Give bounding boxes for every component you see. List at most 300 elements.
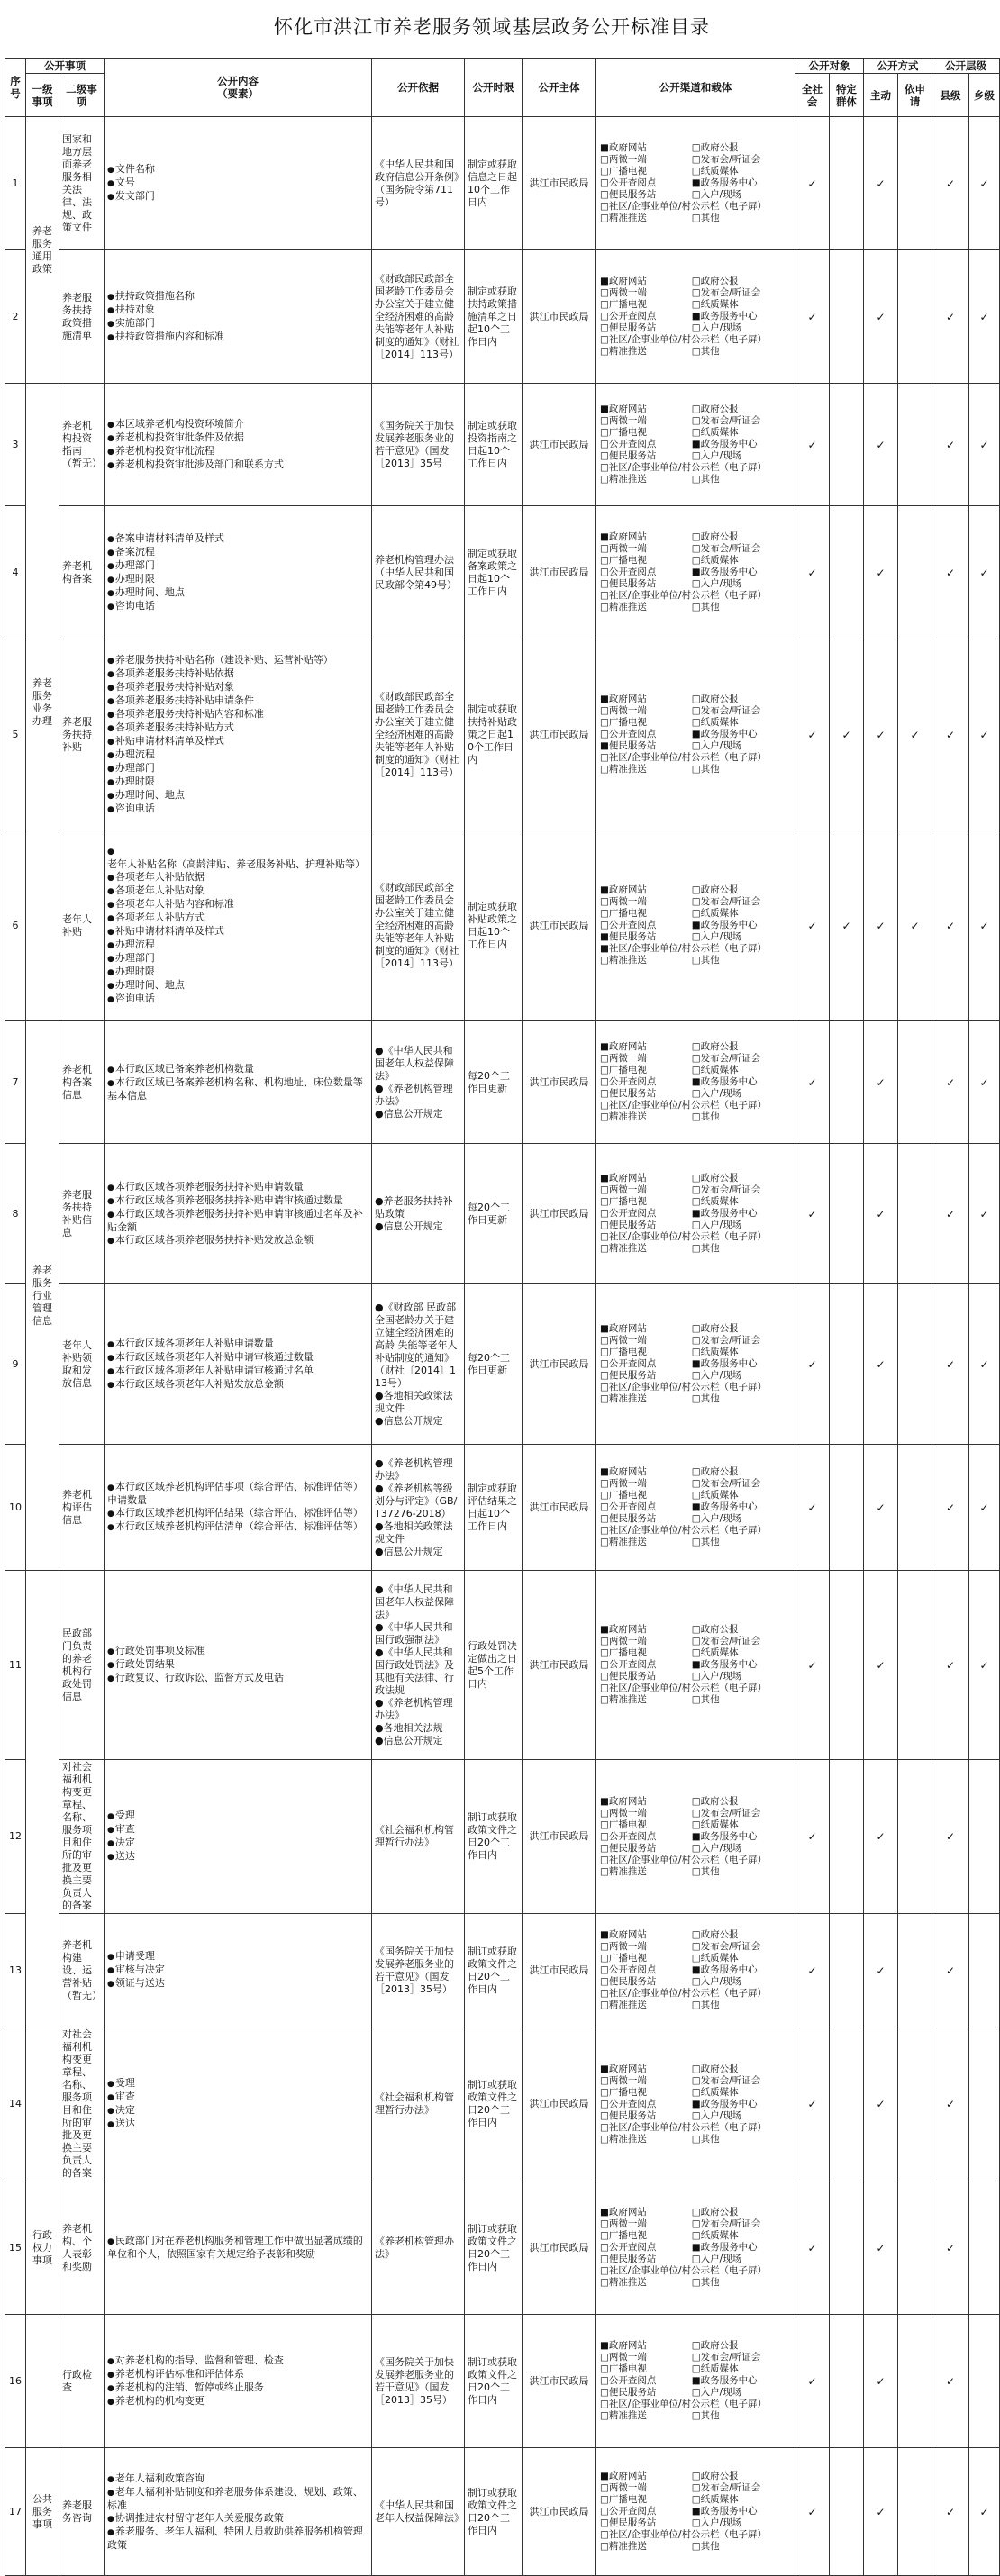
channel-label: 精准推送 xyxy=(608,2277,647,2288)
checkbox-checked: ■ xyxy=(691,1208,701,1219)
channel-label: 便民服务站 xyxy=(608,1842,657,1854)
channel-label: 公开查阅点 xyxy=(608,2242,657,2253)
checkbox-empty: □ xyxy=(691,602,701,612)
checkbox-empty: □ xyxy=(600,1976,609,1987)
checkbox-checked: ■ xyxy=(691,2098,701,2109)
target-all-check: ✓ xyxy=(795,384,830,506)
level1-item: 行政权力事项 xyxy=(26,2181,59,2315)
channel-grid xyxy=(600,2207,791,2289)
checkbox-empty: □ xyxy=(691,2218,701,2229)
content-item: ● 本行政区域养老机构评估清单（综合评估、标准评估等） xyxy=(107,1520,368,1534)
checkbox-empty: □ xyxy=(691,2133,701,2145)
content-item: ● 本行政区域各项老年人补贴申请数量 xyxy=(107,1338,368,1351)
time-limit: 制订或获取政策文件之日20个工作日内 xyxy=(465,1760,523,1914)
content-cell xyxy=(105,2315,372,2448)
channel-label: 政府网站 xyxy=(608,404,647,414)
channel-option xyxy=(600,2471,692,2482)
channel-option xyxy=(600,1659,692,1671)
channel-label: 广播电视 xyxy=(608,2086,647,2098)
channel-label: 公开查阅点 xyxy=(608,567,657,577)
catalog-table xyxy=(5,58,1000,2576)
checkbox-empty: □ xyxy=(600,1220,609,1230)
channel-label: 社区/企事业单位/村公示栏（电子屏） xyxy=(608,590,767,601)
row-number: 7 xyxy=(5,1021,26,1144)
channel-label: 政府网站 xyxy=(608,276,647,286)
channel-option xyxy=(692,427,791,439)
content-item: ● 养老机构的机构变更 xyxy=(107,2395,368,2408)
channel-option xyxy=(600,2340,692,2352)
channel-label: 便民服务站 xyxy=(608,2387,657,2398)
channel-label: 入户/现场 xyxy=(700,1513,742,1524)
method-active-check: ✓ xyxy=(864,1144,898,1284)
level-county-check: ✓ xyxy=(932,384,969,506)
level-county-check: ✓ xyxy=(932,1021,969,1144)
checkbox-empty: □ xyxy=(600,154,609,165)
subject: 洪江市民政局 xyxy=(523,2181,596,2315)
channel-label: 广播电视 xyxy=(608,908,647,919)
content-item: ● 民政部门对在养老机构服务和管理工作中做出显著成绩的单位和个人，依照国家有关规定给予表彰和奖励 xyxy=(107,2235,368,2261)
channel-label: 政府公报 xyxy=(700,1624,739,1635)
channel-grid xyxy=(600,2340,791,2422)
channel-label: 精准推送 xyxy=(608,1393,647,1404)
channel-option xyxy=(692,2517,791,2529)
content-cell xyxy=(105,2448,372,2576)
checkbox-empty: □ xyxy=(600,2494,609,2505)
content-item: ● 扶持对象 xyxy=(107,304,368,317)
checkbox-empty: □ xyxy=(691,1636,701,1646)
checkbox-empty: □ xyxy=(691,1393,701,1404)
channel-label: 广播电视 xyxy=(608,427,647,438)
checkbox-empty: □ xyxy=(691,1243,701,1254)
content-list xyxy=(107,163,368,204)
checkbox-empty: □ xyxy=(691,474,701,485)
subject: 洪江市民政局 xyxy=(523,1144,596,1284)
channel-option xyxy=(600,1490,692,1501)
checkbox-checked: ■ xyxy=(600,531,609,542)
content-list xyxy=(107,2472,368,2552)
channel-option xyxy=(600,2352,692,2363)
checkbox-empty: □ xyxy=(691,322,701,333)
content-item: ● 各项养老服务扶持补贴内容和标准 xyxy=(107,708,368,721)
channel-label: 两微一端 xyxy=(608,1184,647,1195)
checkbox-checked: ■ xyxy=(691,311,701,322)
checkbox-empty: □ xyxy=(600,1393,609,1404)
channel-label: 入户/现场 xyxy=(700,1370,742,1381)
checkbox-empty: □ xyxy=(600,201,609,212)
channel-label: 政务服务中心 xyxy=(700,177,758,188)
subject: 洪江市民政局 xyxy=(523,117,596,250)
level-county-check: ✓ xyxy=(932,117,969,250)
checkbox-empty: □ xyxy=(691,2517,701,2528)
channel-option xyxy=(692,166,791,177)
channel-option xyxy=(692,555,791,567)
checkbox-empty: □ xyxy=(600,1525,609,1536)
method-apply-check xyxy=(898,2181,932,2315)
channel-label: 其他 xyxy=(700,213,720,223)
table-row xyxy=(5,1914,1000,2027)
header-target: 公开对象 xyxy=(795,59,864,74)
checkbox-empty: □ xyxy=(691,2230,701,2241)
channel-cell xyxy=(596,1144,795,1284)
checkbox-empty: □ xyxy=(600,2517,609,2528)
channel-option xyxy=(600,705,692,717)
content-item: ● 发文部门 xyxy=(107,190,368,204)
channel-option xyxy=(692,415,791,427)
checkbox-empty: □ xyxy=(600,1208,609,1219)
checkbox-empty: □ xyxy=(600,1111,609,1122)
checkbox-empty: □ xyxy=(691,531,701,542)
level-county-check: ✓ xyxy=(932,1144,969,1284)
channel-option xyxy=(600,311,692,322)
channel-option xyxy=(600,142,692,154)
channel-option xyxy=(600,1088,692,1100)
channel-label: 纸质媒体 xyxy=(700,427,739,438)
checkbox-empty: □ xyxy=(691,2000,701,2010)
table-row xyxy=(5,250,1000,384)
channel-label: 社区/企事业单位/村公示栏（电子屏） xyxy=(608,462,767,473)
channel-option xyxy=(600,1941,692,1953)
content-cell xyxy=(105,506,372,639)
channel-option xyxy=(692,2000,791,2011)
channel-label: 政务服务中心 xyxy=(700,567,758,577)
basis-line: ●《中华人民共和国行政处罚法》及其他有关法律、行政法规 xyxy=(375,1646,454,1696)
channel-option xyxy=(692,1671,791,1683)
channel-label: 其他 xyxy=(700,1537,720,1547)
content-list xyxy=(107,532,368,613)
channel-option xyxy=(600,2218,692,2230)
channel-option xyxy=(600,334,791,346)
checkbox-empty: □ xyxy=(691,1624,701,1635)
checkbox-empty: □ xyxy=(600,1370,609,1381)
channel-label: 入户/现场 xyxy=(700,2517,742,2528)
basis-cell xyxy=(372,117,465,250)
method-active-check: ✓ xyxy=(864,639,898,830)
content-item: ● 决定 xyxy=(107,2104,368,2118)
checkbox-empty: □ xyxy=(691,694,701,704)
row-number: 5 xyxy=(5,639,26,830)
channel-label: 发布会/听证会 xyxy=(700,2482,761,2493)
content-item: ● 养老机构投资审批涉及部门和联系方式 xyxy=(107,458,368,472)
channel-label: 纸质媒体 xyxy=(700,1647,739,1658)
content-cell xyxy=(105,639,372,830)
level-town-check xyxy=(969,2027,1000,2181)
channel-option xyxy=(600,2387,692,2399)
checkbox-empty: □ xyxy=(691,740,701,751)
channel-option xyxy=(692,1196,791,1208)
checkbox-empty: □ xyxy=(600,2074,609,2086)
content-item: ● 行政复议、行政诉讼、监督方式及电话 xyxy=(107,1672,368,1685)
channel-label: 发布会/听证会 xyxy=(700,543,761,554)
checkbox-empty: □ xyxy=(600,2387,609,2398)
channel-option xyxy=(692,531,791,543)
content-item: ● 咨询电话 xyxy=(107,803,368,816)
level2-item: 养老服务咨询 xyxy=(59,2448,105,2576)
channel-label: 广播电视 xyxy=(608,166,647,177)
channel-label: 纸质媒体 xyxy=(700,908,739,919)
content-item: ● 养老服务扶持补贴名称（建设补贴、运营补贴等） xyxy=(107,654,368,667)
content-item: ● 行政处罚事项及标准 xyxy=(107,1645,368,1658)
channel-label: 广播电视 xyxy=(608,1347,647,1357)
channel-label: 入户/现场 xyxy=(700,578,742,589)
checkbox-empty: □ xyxy=(600,2230,609,2241)
channel-label: 广播电视 xyxy=(608,1953,647,1964)
row-number: 15 xyxy=(5,2181,26,2315)
channel-option xyxy=(600,752,791,764)
channel-label: 政府网站 xyxy=(608,1466,647,1477)
channel-label: 社区/企事业单位/村公示栏（电子屏） xyxy=(608,334,767,345)
checkbox-empty: □ xyxy=(600,729,609,739)
channel-label: 公开查阅点 xyxy=(608,920,657,930)
channel-grid xyxy=(600,1041,791,1123)
channel-label: 政府公报 xyxy=(700,884,739,895)
channel-label: 便民服务站 xyxy=(608,740,657,751)
channel-option xyxy=(600,2399,791,2410)
channel-option xyxy=(692,299,791,311)
checkbox-empty: □ xyxy=(600,567,609,577)
channel-option xyxy=(600,439,692,450)
target-all-check: ✓ xyxy=(795,2448,830,2576)
header-content-line1: 公开内容 xyxy=(217,75,259,87)
channel-option xyxy=(600,717,692,729)
basis-cell xyxy=(372,1445,465,1571)
channel-label: 精准推送 xyxy=(608,1243,647,1254)
channel-option xyxy=(600,2099,692,2110)
content-list xyxy=(107,1645,368,1685)
channel-option xyxy=(692,2242,791,2254)
checkbox-empty: □ xyxy=(691,1088,701,1099)
channel-label: 其他 xyxy=(700,346,720,357)
checkbox-empty: □ xyxy=(691,213,701,223)
target-all-check: ✓ xyxy=(795,2027,830,2181)
row-number: 11 xyxy=(5,1571,26,1760)
checkbox-empty: □ xyxy=(691,2494,701,2505)
channel-label: 入户/现场 xyxy=(700,189,742,200)
basis-line: 《国务院关于加快发展养老服务业的若干意见》（国发［2013］35号） xyxy=(375,2355,454,2406)
channel-label: 入户/现场 xyxy=(700,322,742,333)
checkbox-checked: ■ xyxy=(691,1830,701,1842)
channel-option xyxy=(692,908,791,920)
channel-label: 社区/企事业单位/村公示栏（电子屏） xyxy=(608,2399,767,2409)
channel-cell xyxy=(596,1021,795,1144)
content-item: ● 审查 xyxy=(107,2091,368,2104)
channel-label: 精准推送 xyxy=(608,474,647,485)
target-all-check: ✓ xyxy=(795,1571,830,1760)
row-number: 17 xyxy=(5,2448,26,2576)
time-limit: 每20个工作日更新 xyxy=(465,1284,523,1445)
channel-label: 广播电视 xyxy=(608,2230,647,2241)
channel-label: 政府公报 xyxy=(700,1041,739,1052)
checkbox-checked: ■ xyxy=(691,2242,701,2253)
content-cell xyxy=(105,1760,372,1914)
channel-label: 社区/企事业单位/村公示栏（电子屏） xyxy=(608,1231,767,1242)
time-limit: 制定或获取信息之日起10个工作日内 xyxy=(465,117,523,250)
channel-label: 其他 xyxy=(700,602,720,612)
content-item: ● 老年人福利补贴制度和养老服务体系建设、规划、政策、标准 xyxy=(107,2486,368,2512)
channel-label: 入户/现场 xyxy=(700,2387,742,2398)
content-item: ● 养老机构评估标准和评估体系 xyxy=(107,2368,368,2381)
checkbox-empty: □ xyxy=(600,2218,609,2229)
channel-option xyxy=(692,2541,791,2553)
level2-item: 养老服务扶持政策措施清单 xyxy=(59,250,105,384)
channel-option xyxy=(692,276,791,287)
time-limit: 制订或获取政策文件之日20个工作日内 xyxy=(465,2448,523,2576)
level-town-check xyxy=(969,1760,1000,1914)
channel-label: 广播电视 xyxy=(608,1647,647,1658)
channel-label: 精准推送 xyxy=(608,1694,647,1705)
content-item: ● 办理部门 xyxy=(107,952,368,966)
channel-label: 其他 xyxy=(700,1111,720,1122)
checkbox-checked: ■ xyxy=(691,1076,701,1087)
target-all-check: ✓ xyxy=(795,639,830,830)
channel-option xyxy=(692,764,791,776)
target-specific-check xyxy=(830,2448,864,2576)
header-level-town: 乡级 xyxy=(969,74,1000,117)
channel-label: 纸质媒体 xyxy=(700,1819,739,1830)
channel-label: 社区/企事业单位/村公示栏（电子屏） xyxy=(608,1100,767,1111)
row-number: 3 xyxy=(5,384,26,506)
channel-grid xyxy=(600,1323,791,1405)
channel-label: 两微一端 xyxy=(608,1478,647,1489)
channel-option xyxy=(600,543,692,555)
channel-option xyxy=(692,1088,791,1100)
channel-option xyxy=(600,694,692,705)
target-specific-check xyxy=(830,506,864,639)
content-list xyxy=(107,1481,368,1534)
channel-label: 社区/企事业单位/村公示栏（电子屏） xyxy=(608,201,767,212)
channel-grid xyxy=(600,884,791,966)
channel-option xyxy=(600,1636,692,1647)
checkbox-empty: □ xyxy=(691,2410,701,2421)
checkbox-empty: □ xyxy=(691,450,701,461)
channel-option xyxy=(692,1370,791,1382)
channel-option xyxy=(692,1694,791,1706)
channel-option xyxy=(692,1111,791,1123)
channel-option xyxy=(692,884,791,896)
channel-label: 入户/现场 xyxy=(700,1088,742,1099)
level1-item xyxy=(26,1571,59,2181)
channel-label: 两微一端 xyxy=(608,896,647,907)
checkbox-checked: ■ xyxy=(600,2063,609,2074)
checkbox-empty: □ xyxy=(691,908,701,919)
checkbox-empty: □ xyxy=(600,1659,609,1670)
channel-label: 便民服务站 xyxy=(608,322,657,333)
channel-cell xyxy=(596,830,795,1021)
channel-label: 便民服务站 xyxy=(608,1088,657,1099)
channel-label: 发布会/听证会 xyxy=(700,287,761,298)
checkbox-checked: ■ xyxy=(691,177,701,188)
content-item: ● 咨询电话 xyxy=(107,993,368,1006)
checkbox-empty: □ xyxy=(600,2000,609,2010)
row-number: 2 xyxy=(5,250,26,384)
channel-cell xyxy=(596,639,795,830)
channel-label: 两微一端 xyxy=(608,1636,647,1646)
row-number: 16 xyxy=(5,2315,26,2448)
checkbox-empty: □ xyxy=(691,1941,701,1952)
method-active-check: ✓ xyxy=(864,250,898,384)
channel-option xyxy=(600,602,692,613)
channel-label: 发布会/听证会 xyxy=(700,2218,761,2229)
checkbox-empty: □ xyxy=(600,2399,609,2409)
channel-cell xyxy=(596,2027,795,2181)
channel-option xyxy=(692,2363,791,2375)
channel-option xyxy=(692,2099,791,2110)
level2-item: 对社会福利机构变更章程、名称、服务项目和住所的审批及更换主要负责人的备案 xyxy=(59,2027,105,2181)
channel-option xyxy=(692,346,791,358)
channel-option xyxy=(600,1358,692,1370)
channel-option xyxy=(692,1065,791,1076)
channel-option xyxy=(692,1843,791,1855)
content-item: ● 各项养老服务扶持补贴申请条件 xyxy=(107,694,368,708)
content-item: ● 备案流程 xyxy=(107,546,368,559)
level-county-check: ✓ xyxy=(932,1760,969,1914)
checkbox-empty: □ xyxy=(600,1941,609,1952)
method-active-check: ✓ xyxy=(864,506,898,639)
basis-cell xyxy=(372,2315,465,2448)
target-specific-check xyxy=(830,250,864,384)
page-title: 怀化市洪江市养老服务领域基层政务公开标准目录 xyxy=(274,16,710,38)
channel-label: 政府公报 xyxy=(700,276,739,286)
channel-label: 公开查阅点 xyxy=(608,2506,657,2517)
channel-label: 纸质媒体 xyxy=(700,717,739,728)
checkbox-checked: ■ xyxy=(691,1358,701,1369)
channel-option xyxy=(600,2277,692,2289)
level-county-check: ✓ xyxy=(932,2315,969,2448)
channel-option xyxy=(692,2110,791,2122)
channel-label: 便民服务站 xyxy=(608,931,657,942)
target-all-check: ✓ xyxy=(795,506,830,639)
channel-label: 公开查阅点 xyxy=(608,177,657,188)
channel-label: 入户/现场 xyxy=(700,1976,742,1987)
channel-label: 精准推送 xyxy=(608,1111,647,1122)
channel-grid xyxy=(600,1929,791,2011)
method-apply-check xyxy=(898,250,932,384)
checkbox-empty: □ xyxy=(600,427,609,438)
checkbox-empty: □ xyxy=(691,1335,701,1346)
checkbox-empty: □ xyxy=(600,543,609,554)
channel-label: 政府网站 xyxy=(608,1041,647,1052)
channel-option xyxy=(600,1953,692,1964)
channel-option xyxy=(600,1513,692,1525)
checkbox-empty: □ xyxy=(691,1953,701,1964)
basis-line: ●《中华人民共和国行政强制法》 xyxy=(375,1620,453,1646)
content-item: ● 养老机构的注销、暂停或终止服务 xyxy=(107,2381,368,2395)
channel-option xyxy=(600,1347,692,1358)
channel-label: 社区/企事业单位/村公示栏（电子屏） xyxy=(608,2529,767,2540)
channel-label: 纸质媒体 xyxy=(700,2230,739,2241)
level2-item: 养老机构、个人表彰和奖励 xyxy=(59,2181,105,2315)
checkbox-empty: □ xyxy=(691,1647,701,1658)
channel-option xyxy=(600,1819,692,1831)
time-limit: 制订或获取政策文件之日20个工作日内 xyxy=(465,2315,523,2448)
channel-label: 政务服务中心 xyxy=(700,2506,758,2517)
channel-grid xyxy=(600,694,791,776)
channel-option xyxy=(692,1184,791,1196)
content-item: ● 受理 xyxy=(107,2077,368,2091)
header-level1: 一级事项 xyxy=(26,74,59,117)
channel-label: 两微一端 xyxy=(608,1941,647,1952)
channel-label: 便民服务站 xyxy=(608,2517,657,2528)
basis-line: 《财政部民政部全国老龄工作委员会办公室关于建立健全经济困难的高龄失能等老年人补贴制度的通知》（财社［2014］113号） xyxy=(375,272,459,360)
checkbox-checked: ■ xyxy=(691,2506,701,2517)
method-apply-check xyxy=(898,1445,932,1571)
method-apply-check xyxy=(898,2315,932,2448)
level-county-check: ✓ xyxy=(932,2181,969,2315)
channel-label: 广播电视 xyxy=(608,1196,647,1207)
table-row xyxy=(5,830,1000,1021)
channel-option xyxy=(600,2410,692,2422)
checkbox-empty: □ xyxy=(691,1671,701,1682)
channel-label: 发布会/听证会 xyxy=(700,705,761,716)
